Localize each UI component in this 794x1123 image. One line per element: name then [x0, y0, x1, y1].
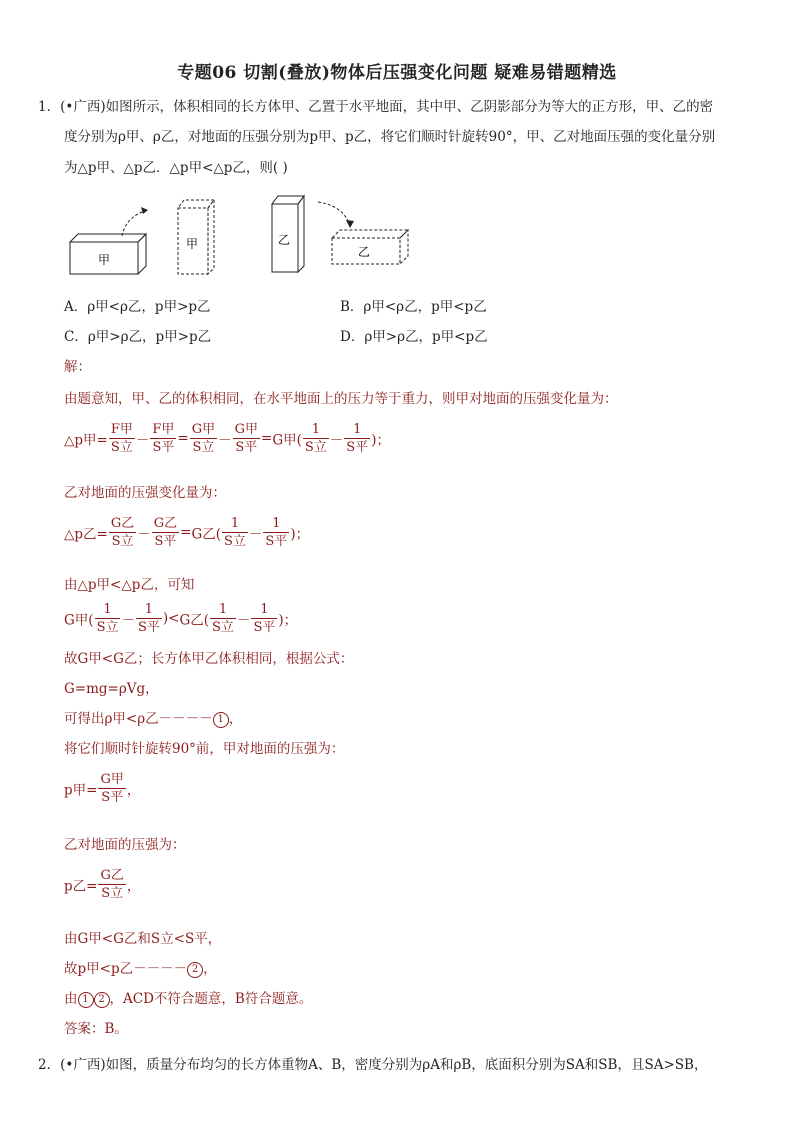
solution-step-10: 故p甲<p乙－－－－ 2 ，	[64, 961, 217, 977]
q1-option-a[interactable]: A．ρ甲<ρ乙，p甲>p乙	[64, 299, 211, 315]
solution-step-11: 由 1 2 ，ACD不符合题意，B符合题意。	[64, 991, 313, 1007]
solution-step-2: 乙对地面的压强变化量为：	[64, 485, 226, 501]
circled-number-2: 2	[187, 962, 203, 978]
rotate-arrow-yi	[318, 202, 350, 226]
fig-label-jia-standing: 甲	[186, 237, 199, 251]
solution-step-8: 乙对地面的压强为：	[64, 837, 186, 853]
fig-label-jia-flat: 甲	[98, 253, 111, 267]
solution-label: 解：	[64, 359, 91, 375]
q1-option-b[interactable]: B．ρ甲<ρ乙，p甲<p乙	[340, 299, 487, 315]
rotate-arrow-jia	[122, 210, 148, 236]
equation-p-jia: p甲= $\frac{\text{G甲}}{\text{S平}}$ ，	[64, 772, 141, 805]
box-jia-flat	[70, 234, 146, 274]
q1-stem-line-2: 度分别为ρ甲、ρ乙，对地面的压强分别为p甲、p乙，将它们顺时针旋转90°，甲、乙对地面压强的变化量分别	[64, 129, 716, 145]
q1-figure	[60, 186, 460, 286]
q1-stem-line-1: 1．(•广西)如图所示，体积相同的长方体甲、乙置于水平地面，其中甲、乙阴影部分为等大的正方形，甲、乙的密	[38, 99, 714, 115]
page-title: 专题06 切割(叠放)物体后压强变化问题 疑难易错题精选	[177, 63, 617, 83]
fig-label-yi-standing: 乙	[278, 233, 291, 247]
q1-option-d[interactable]: D．ρ甲>ρ乙，p甲<p乙	[340, 329, 488, 345]
q2-stem-line-1: 2．(•广西)如图，质量分布均匀的长方体重物A、B，密度分别为ρA和ρB，底面积分别为SA和SB，且SA>SB，	[38, 1057, 708, 1073]
q1-stem-line-3: 为△p甲、△p乙．△p甲<△p乙，则( )	[64, 160, 288, 176]
solution-step-7: 将它们顺时针旋转90°前，甲对地面的压强为：	[64, 741, 345, 757]
equation-inequality: G甲( $\frac{1}{\text{S立}}$ － $\frac{1}{\text{S平}}$ )<G乙( $\frac{1}{\text{S立}}$ － $\frac{1}{\text{S平}}$ )；	[64, 602, 298, 635]
solution-step-9: 由G甲<G乙和S立<S平，	[64, 931, 222, 947]
circled-number-2: 2	[94, 992, 110, 1008]
solution-step-1: 由题意知，甲、乙的体积相同，在水平地面上的压力等于重力，则甲对地面的压强变化量为：	[64, 391, 618, 407]
circled-number-1: 1	[213, 712, 229, 728]
q1-option-c[interactable]: C．ρ甲>ρ乙，p甲>p乙	[64, 329, 212, 345]
equation-dp-yi: △p乙= $\frac{\text{G乙}}{\text{S立}}$ － $\frac{\text{G乙}}{\text{S平}}$ =G乙( $\frac{1}{\text{S立}}$ － $\frac{1}{\text{S平}}$ )；	[64, 516, 310, 549]
circled-number-1: 1	[78, 992, 94, 1008]
arrow-head-icon	[141, 207, 148, 214]
solution-step-4: 故G甲<G乙；长方体甲乙体积相同，根据公式：	[64, 651, 354, 667]
equation-dp-jia: △p甲= $\frac{\text{F甲}}{\text{S立}}$ － $\frac{\text{F甲}}{\text{S平}}$ = $\frac{\text{G甲}}{\text{S立}}$ － $\frac{\text{G甲}}{\text{S平}}$ =G甲( $\frac{1}{\text{S立}}$ － $\frac{1}{\text{S平}}$ )；	[64, 422, 390, 455]
answer: 答案：B。	[64, 1021, 128, 1037]
fig-label-yi-flat: 乙	[358, 245, 371, 259]
solution-step-3: 由△p甲<△p乙，可知	[64, 577, 195, 593]
solution-step-6: 可得出ρ甲<ρ乙－－－－ 1 ，	[64, 711, 243, 727]
arrow-head-icon	[346, 220, 354, 228]
equation-p-yi: p乙= $\frac{\text{G乙}}{\text{S立}}$ ，	[64, 868, 141, 901]
solution-step-5: G=mg=ρVg，	[64, 681, 159, 697]
box-yi-standing	[272, 196, 304, 272]
box-yi-flat	[332, 230, 408, 264]
box-jia-standing	[178, 200, 214, 274]
